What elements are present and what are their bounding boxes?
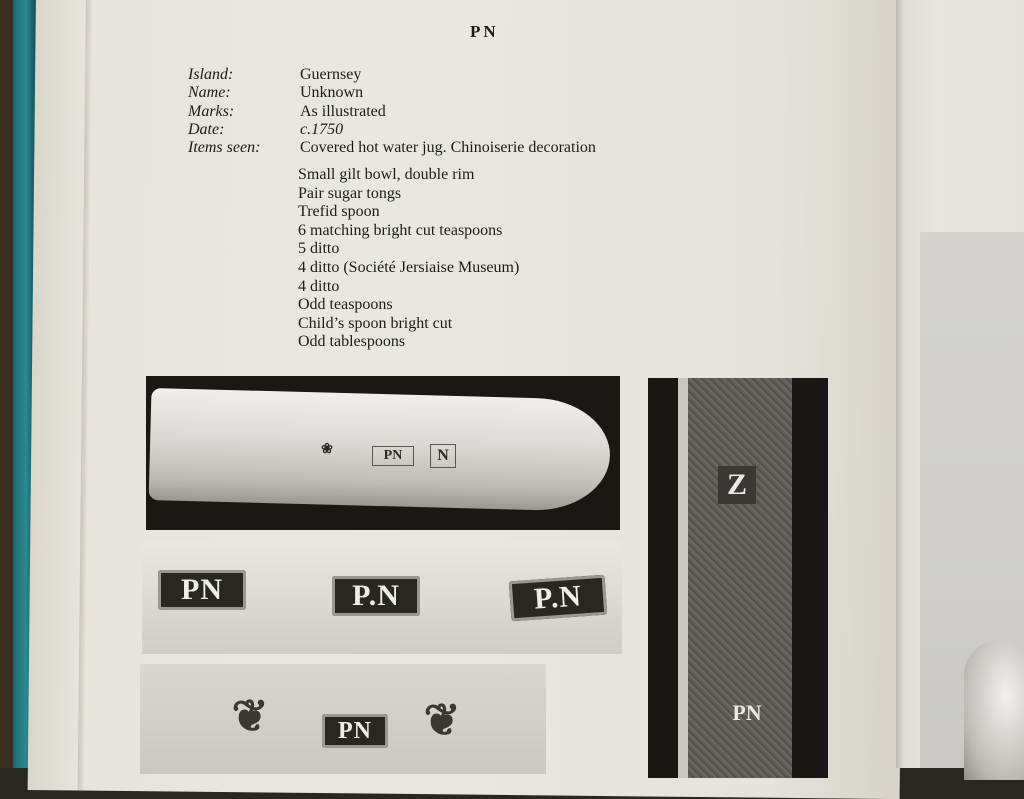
list-item: 5 ditto bbox=[298, 240, 340, 258]
spec-label: Marks: bbox=[188, 102, 235, 120]
facing-page-spoon bbox=[964, 640, 1024, 780]
maker-mark-plaque: PN bbox=[158, 570, 246, 610]
tong-arm-photo bbox=[648, 378, 828, 778]
thistle-marks-photo bbox=[140, 664, 546, 774]
spec-value: Covered hot water jug. Chinoiserie decoration bbox=[300, 139, 596, 157]
items-list bbox=[298, 166, 519, 352]
page-heading: PN bbox=[470, 22, 499, 41]
list-item: Odd teaspoons bbox=[298, 296, 393, 314]
maker-marks-photo bbox=[142, 542, 622, 654]
spec-row-island bbox=[188, 66, 596, 84]
spec-row-name bbox=[188, 84, 596, 102]
date-letter-mark: Z bbox=[718, 466, 756, 504]
maker-mark-plaque: P.N bbox=[509, 575, 608, 622]
list-item: Trefid spoon bbox=[298, 203, 380, 221]
list-item: Small gilt bowl, double rim bbox=[298, 166, 475, 183]
list-item: 6 matching bright cut teaspoons bbox=[298, 221, 503, 239]
spec-row-date bbox=[188, 121, 596, 139]
maker-mark: PN bbox=[732, 700, 762, 725]
spec-row-items bbox=[188, 139, 596, 157]
specification-table bbox=[188, 66, 596, 157]
list-item: 4 ditto (Société Jersiaise Museum) bbox=[298, 258, 520, 276]
spec-value: c.1750 bbox=[300, 120, 344, 138]
page-gutter bbox=[78, 0, 92, 791]
spec-value: As illustrated bbox=[300, 102, 386, 120]
lion-mark-icon: ❀ bbox=[321, 441, 333, 457]
date-letter-mark: N bbox=[430, 444, 456, 468]
spoon-handle-photo bbox=[146, 376, 620, 530]
spec-label: Date: bbox=[188, 120, 225, 138]
spec-label: Items seen: bbox=[188, 139, 261, 157]
list-item: 4 ditto bbox=[298, 277, 340, 295]
thistle-mark-icon: ❦ bbox=[423, 695, 461, 745]
thistle-mark-icon: ❦ bbox=[231, 691, 269, 741]
spec-row-marks bbox=[188, 103, 596, 121]
maker-mark-plaque: P.N bbox=[332, 576, 420, 616]
spec-label: Name: bbox=[188, 84, 231, 102]
spec-value: Guernsey bbox=[300, 66, 362, 83]
maker-mark-plaque: PN bbox=[322, 714, 388, 748]
spec-value: Unknown bbox=[300, 84, 364, 102]
list-item: Odd tablespoons bbox=[298, 333, 406, 351]
list-item: Pair sugar tongs bbox=[298, 184, 402, 202]
list-item: Child’s spoon bright cut bbox=[298, 314, 453, 332]
maker-mark: PN bbox=[372, 446, 414, 466]
spec-label: Island: bbox=[188, 66, 234, 83]
